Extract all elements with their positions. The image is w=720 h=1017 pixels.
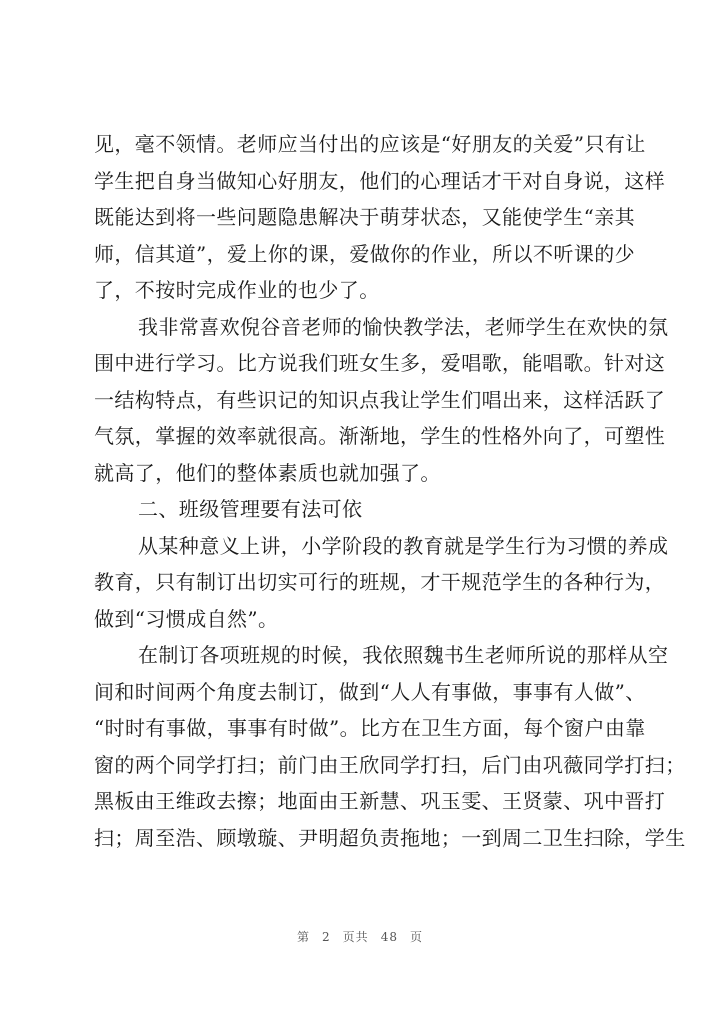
text-line: 了，不按时完成作业的也少了。 (94, 278, 380, 302)
text-line: 就高了，他们的整体素质也就加强了。 (94, 460, 441, 485)
text-line: 间和时间两个角度去制订，做到“人人有事做，事事有人做”、 (94, 679, 646, 704)
page-number: 2 (322, 930, 331, 944)
text-line: 黑板由王维政去擦；地面由王新慧、巩玉雯、王贤蒙、巩中晋打 (94, 789, 666, 813)
text-line: 扫；周至浩、顾墩璇、尹明超负责拖地；一到周二卫生扫除，学生 (94, 825, 686, 850)
text-line: 见，毫不领情。老师应当付出的应该是“好朋友的关爱”只有让 (94, 132, 646, 156)
page-footer (0, 928, 720, 945)
paragraph-start-line: 从某种意义上讲，小学阶段的教育就是学生行为习惯的养成 (138, 533, 669, 558)
document-body (94, 126, 686, 856)
footer-suffix: 页 (409, 930, 423, 944)
text-line: 做到“习惯成自然”。 (94, 606, 279, 631)
text-line: 窗的两个同学打扫；前门由王欣同学打扫，后门由巩薇同学打扫； (94, 752, 686, 777)
paragraph-start-line: 在制订各项班规的时候，我依照魏书生老师所说的那样从空 (138, 643, 669, 667)
section-heading: 二、班级管理要有法可依 (138, 497, 363, 521)
text-line: 围中进行学习。比方说我们班女生多，爱唱歌，能唱歌。针对这 (94, 351, 666, 375)
text-line: 教育，只有制订出切实可行的班规，才干规范学生的各种行为， (94, 570, 666, 594)
footer-prefix: 第 (297, 930, 311, 944)
text-line: 既能达到将一些问题隐患解决于萌芽状态，又能使学生“亲其 (94, 205, 636, 229)
text-line: 气氛，掌握的效率就很高。渐渐地，学生的性格外向了，可塑性 (94, 424, 666, 448)
text-line: 学生把自身当做知心好朋友，他们的心理话才干对自身说，这样 (94, 168, 666, 193)
paragraph-start-line: 我非常喜欢倪谷音老师的愉快教学法，老师学生在欢快的氛 (138, 314, 669, 339)
total-pages: 48 (380, 930, 398, 944)
text-line: 一结构特点，有些识记的知识点我让学生们唱出来，这样活跃了 (94, 387, 666, 412)
footer-middle: 页共 (342, 930, 369, 944)
text-line: 师，信其道”，爱上你的课，爱做你的作业，所以不听课的少 (94, 241, 636, 266)
text-line: “时时有事做，事事有时做”。比方在卫生方面，每个窗户由靠 (94, 716, 646, 740)
